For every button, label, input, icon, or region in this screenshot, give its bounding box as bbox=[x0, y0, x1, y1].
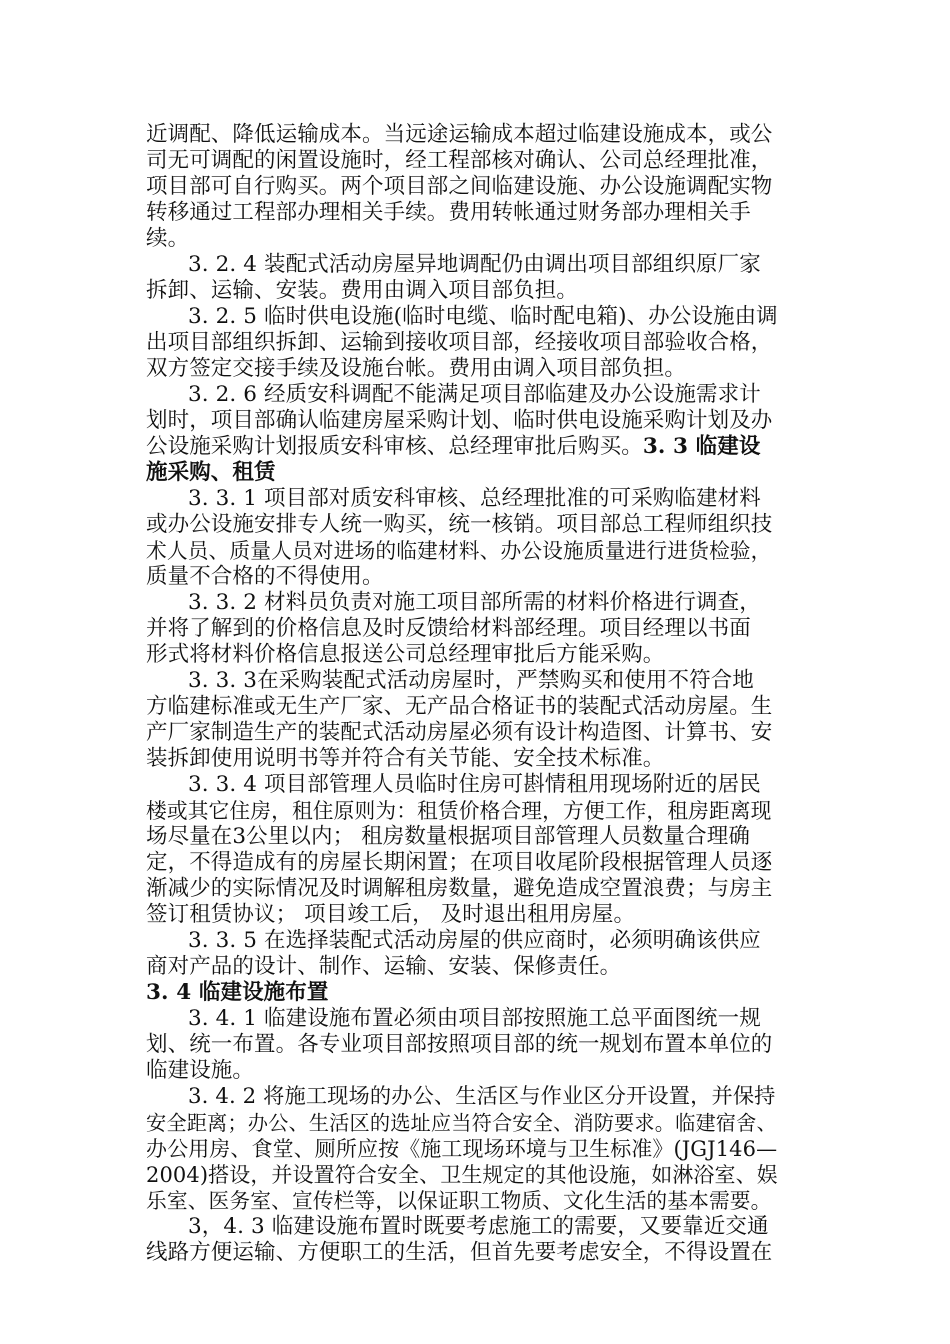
body-text bbox=[146, 122, 778, 1266]
line-text: 质量不合格的不得使用。 bbox=[146, 564, 384, 589]
line-text: 产厂家制造生产的装配式活动房屋必须有设计构造图、计算书、安 bbox=[146, 720, 773, 745]
line-text: 3，4. 3 临建设施布置时既要考虑施工的需要，又要靠近交通 bbox=[188, 1214, 769, 1239]
line-text: 楼或其它住房，租住原则为：租赁价格合理，方便工作，租房距离现 bbox=[146, 799, 772, 823]
line-text: 公设施采购计划报质安科审核、总经理审批后购买。 bbox=[146, 434, 643, 459]
text-line bbox=[146, 564, 778, 590]
text-line bbox=[146, 954, 778, 980]
text-line bbox=[146, 1136, 778, 1162]
section-heading-inline: 3. 3 临建设 bbox=[642, 434, 761, 459]
text-line bbox=[146, 1084, 778, 1110]
line-text: 渐减少的实际情况及时调解租房数量，避免造成空置浪费；与房主 bbox=[146, 876, 773, 901]
line-text: 3. 4. 2 将施工现场的办公、生活区与作业区分开设置，并保持 bbox=[188, 1084, 776, 1109]
line-text: 3. 3. 5 在选择装配式活动房屋的供应商时，必须明确该供应 bbox=[188, 928, 761, 953]
line-text: 施采购、租赁 bbox=[146, 460, 276, 485]
line-text: 办公用房、食堂、厕所应按《施工现场环境与卫生标准》(JGJ146— bbox=[146, 1137, 778, 1161]
line-text: 术人员、质量人员对进场的临建材料、办公设施质量进行进货检验， bbox=[146, 539, 772, 563]
text-line bbox=[146, 512, 778, 538]
text-line bbox=[146, 1240, 778, 1266]
line-text: 并将了解到的价格信息及时反馈给材料部经理。项目经理以书面 bbox=[146, 616, 751, 641]
text-line bbox=[146, 1006, 778, 1032]
text-line bbox=[146, 720, 778, 746]
line-text: 线路方便运输、方便职工的生活，但首先要考虑安全，不得设置在 bbox=[146, 1240, 773, 1265]
text-line bbox=[146, 538, 778, 564]
text-line bbox=[146, 1188, 778, 1214]
text-line bbox=[146, 200, 778, 226]
text-line bbox=[146, 408, 778, 434]
line-text: 或办公设施安排专人统一购买，统一核销。项目部总工程师组织技 bbox=[146, 512, 773, 537]
text-line bbox=[146, 382, 778, 408]
text-line bbox=[146, 148, 778, 174]
line-text: 3. 3. 1 项目部对质安科审核、总经理批准的可采购临建材料 bbox=[188, 486, 761, 511]
text-line bbox=[146, 876, 778, 902]
text-line bbox=[146, 902, 778, 928]
line-text: 双方签定交接手续及设施台帐。费用由调入项目部负担。 bbox=[146, 356, 687, 381]
line-text: 装拆卸使用说明书等并符合有关节能、安全技术标准。 bbox=[146, 746, 665, 771]
text-line bbox=[146, 850, 778, 876]
text-line bbox=[146, 1214, 778, 1240]
text-line bbox=[146, 356, 778, 382]
line-text: 签订租赁协议； 项目竣工后， 及时退出租用房屋。 bbox=[146, 902, 636, 927]
text-line bbox=[146, 330, 778, 356]
text-line bbox=[146, 616, 778, 642]
text-line bbox=[146, 434, 778, 460]
line-text: 3. 2. 4 装配式活动房屋异地调配仍由调出项目部组织原厂家 bbox=[188, 252, 761, 277]
section-heading bbox=[146, 460, 778, 486]
text-line bbox=[146, 252, 778, 278]
line-text: 方临建标准或无生产厂家、无产品合格证书的装配式活动房屋。生 bbox=[146, 694, 773, 719]
text-line bbox=[146, 278, 778, 304]
line-text: 拆卸、运输、安装。费用由调入项目部负担。 bbox=[146, 278, 579, 303]
line-text: 场尽量在3公里以内； 租房数量根据项目部管理人员数量合理确 bbox=[146, 824, 750, 849]
line-text: 3. 2. 5 临时供电设施(临时电缆、临时配电箱)、办公设施由调 bbox=[188, 304, 778, 329]
text-line bbox=[146, 174, 778, 200]
text-line bbox=[146, 226, 778, 252]
text-line bbox=[146, 642, 778, 668]
line-text: 定，不得造成有的房屋长期闲置；在项目收尾阶段根据管理人员逐 bbox=[146, 850, 773, 875]
line-text: 形式将材料价格信息报送公司总经理审批后方能采购。 bbox=[146, 642, 665, 667]
line-text: 2004)搭设，并设置符合安全、卫生规定的其他设施，如淋浴室、娱 bbox=[146, 1163, 778, 1187]
line-text: 安全距离；办公、生活区的选址应当符合安全、消防要求。临建宿舍、 bbox=[146, 1111, 777, 1135]
section-heading bbox=[146, 980, 778, 1006]
line-text: 乐室、医务室、宣传栏等，以保证职工物质、文化生活的基本需要。 bbox=[146, 1189, 772, 1213]
line-text: 商对产品的设计、制作、运输、安装、保修责任。 bbox=[146, 954, 622, 979]
text-line bbox=[146, 928, 778, 954]
text-line bbox=[146, 824, 778, 850]
text-line bbox=[146, 486, 778, 512]
text-line bbox=[146, 798, 778, 824]
line-text: 项目部可自行购买。两个项目部之间临建设施、办公设施调配实物 bbox=[146, 174, 773, 199]
text-line bbox=[146, 1058, 778, 1084]
line-text: 续。 bbox=[146, 226, 190, 251]
line-text: 3. 3. 4 项目部管理人员临时住房可斟情租用现场附近的居民 bbox=[188, 772, 761, 797]
text-line bbox=[146, 694, 778, 720]
line-text: 划、统一布置。各专业项目部按照项目部的统一规划布置本单位的 bbox=[146, 1032, 773, 1057]
text-line bbox=[146, 668, 778, 694]
text-line bbox=[146, 1110, 778, 1136]
line-text: 转移通过工程部办理相关手续。费用转帐通过财务部办理相关手 bbox=[146, 200, 751, 225]
line-text: 3. 3. 2 材料员负责对施工项目部所需的材料价格进行调查， bbox=[188, 590, 761, 615]
line-text: 划时，项目部确认临建房屋采购计划、临时供电设施采购计划及办 bbox=[146, 408, 773, 433]
text-line bbox=[146, 590, 778, 616]
line-text: 3. 4 临建设施布置 bbox=[146, 980, 329, 1005]
text-line bbox=[146, 304, 778, 330]
line-text: 临建设施。 bbox=[146, 1058, 255, 1083]
line-text: 3. 4. 1 临建设施布置必须由项目部按照施工总平面图统一规 bbox=[188, 1006, 761, 1031]
line-text: 3. 2. 6 经质安科调配不能满足项目部临建及办公设施需求计 bbox=[188, 382, 761, 407]
text-line bbox=[146, 772, 778, 798]
line-text: 司无可调配的闲置设施时，经工程部核对确认、公司总经理批准， bbox=[146, 148, 773, 173]
text-line bbox=[146, 1162, 778, 1188]
line-text: 近调配、降低运输成本。当远途运输成本超过临建设施成本，或公 bbox=[146, 122, 773, 147]
text-line bbox=[146, 746, 778, 772]
line-text: 出项目部组织拆卸、运输到接收项目部，经接收项目部验收合格， bbox=[146, 330, 773, 355]
line-text: 3. 3. 3在采购装配式活动房屋时，严禁购买和使用不符合地 bbox=[188, 668, 754, 693]
text-line bbox=[146, 122, 778, 148]
text-line bbox=[146, 1032, 778, 1058]
